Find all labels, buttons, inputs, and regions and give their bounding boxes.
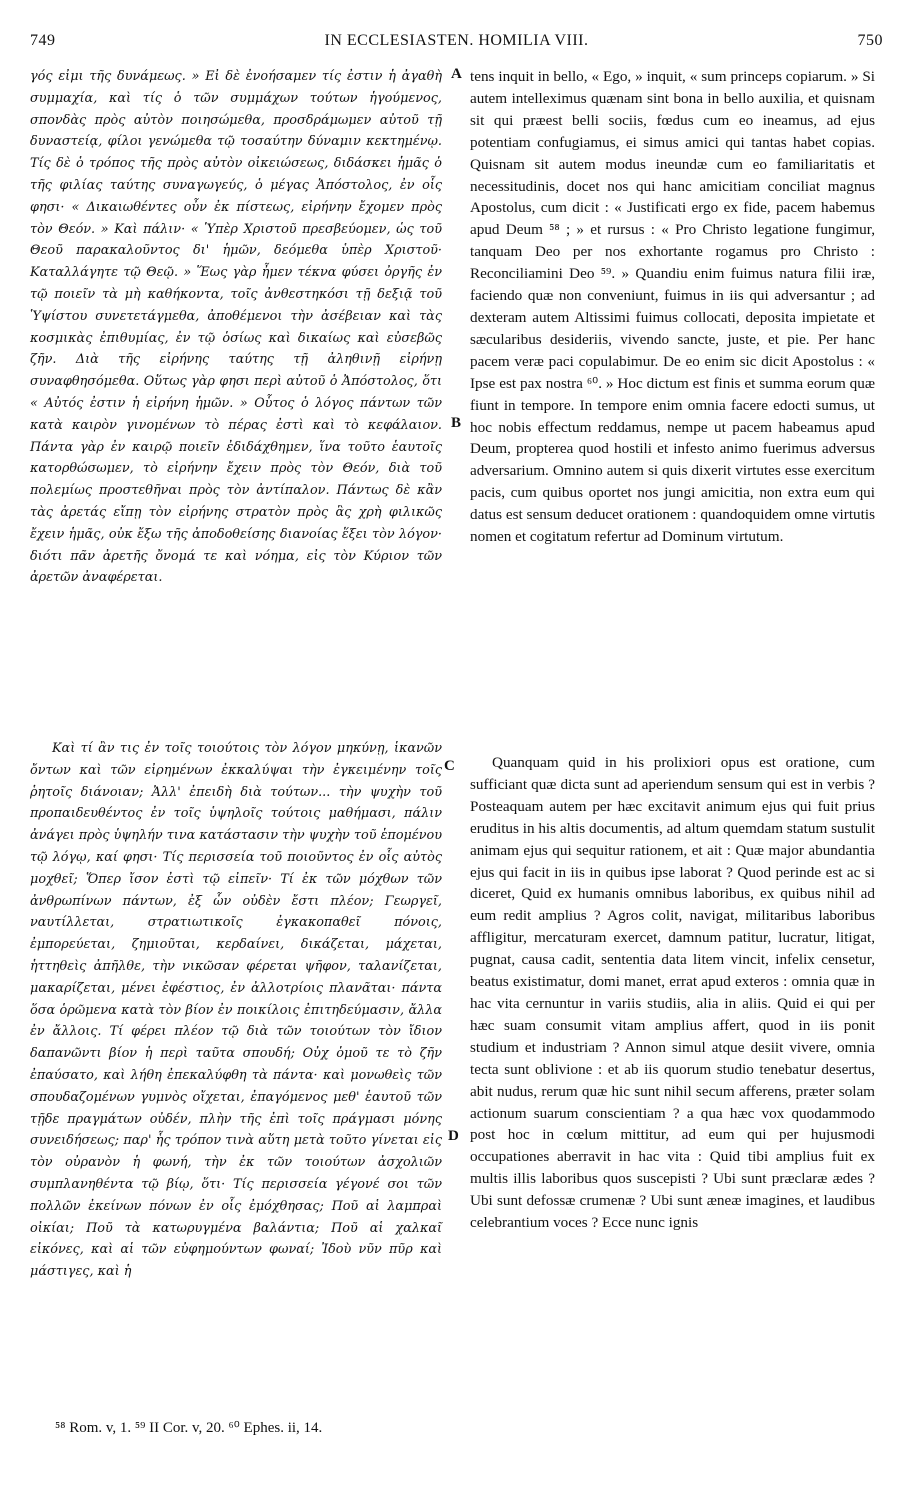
greek-paragraph-1: γός εἰμι τῆς δυνάμεως. » Εἰ δὲ ἐνοήσαμεν τίς ἐστιν ἡ ἀγαθὴ συμμαχία, καὶ τίς ὁ τῶν συμμάχων τούτων ἡγούμενος, σπονδὰς πρὸς αὐτὸν ποιησώμεθα, προσδράμωμεν αὐτοῦ τῇ δυναστείᾳ, φίλοι γενώμεθα τῷ τοσαύτην δύναμιν κεκτημένῳ. Τίς δὲ ὁ τρόπος τῆς πρὸς αὐτὸν οἰκειώσεως, διδάσκει ἡμᾶς ὁ τῆς φιλίας ταύτης συναγωγεύς, ὁ μέγας Ἀπόστολος, ἐν οἷς φησι· « Δικαιωθέντες οὖν ἐκ πίστεως, εἰρήνην ἔχομεν πρὸς τὸν Θεόν. » Καὶ πάλιν· « Ὑπὲρ Χριστοῦ πρεσβεύομεν, ὡς τοῦ Θεοῦ παρακαλοῦντος δι' ἡμῶν, δεόμεθα ὑπὲρ Χριστοῦ· Καταλλάγητε τῷ Θεῷ. » Ἕως γὰρ ἦμεν τέκνα φύσει ὀργῆς ἐν τῷ ποιεῖν τὰ μὴ καθήκοντα, τοῖς ἀνθεστηκόσι τῇ δεξιᾷ τοῦ Ὑψίστου συνετετάγμεθα, ἀποθέμενοι τὴν ἀσέβειαν καὶ τὰς κοσμικὰς ἐπιθυμίας, ἐν τῷ ὁσίως καὶ δικαίως καὶ εὐσεβῶς ζῆν. Διὰ τῆς εἰρήνης ταύτης τῇ ἀληθινῇ εἰρήνῃ συναφθησόμεθα. Οὕτως γὰρ φησι περὶ αὐτοῦ ὁ Ἀπόστολος, ὅτι « Αὐτός ἐστιν ἡ εἰρήνη ἡμῶν. » Οὗτος ὁ λόγος πάντων τῶν κατὰ καιρὸν γινομένων τὸ πέρας ἐστὶ καὶ τὸ κεφάλαιον. Πάντα γὰρ ἐν καιρῷ ποιεῖν ἐδιδάχθημεν, ἵνα τοῦτο ἑαυτοῖς κατορθώσωμεν, τὸ εἰρήνην ἔχειν πρὸς τὸν Θεόν, διὰ τοῦ πολεμίως προστεθῆναι πρὸς τὸν ἀντίπαλον. Πάντως δὲ κἂν τὰς ἀρετάς εἴπῃ τὸν εἰρήνης στρατὸν πρὸς ἃς χρὴ φιλικῶς ἔχειν ἡμᾶς, οὐκ ἔξω τῆς ἀποδοθείσης διανοίας ἕξει τὸν λόγον· διότι πᾶν ἀρετῆς ὄνομά τε καὶ νόημα, εἰς τὸν Κύριον τῶν ἀρετῶν ἀναφέρεται. — [30, 69, 442, 586]
running-title: IN ECCLESIASTEN. HOMILIA VIII. — [324, 32, 589, 49]
margin-letter-c: C — [444, 758, 455, 774]
latin-paragraph-1: tens inquit in bello, « Ego, » inquit, « sum princeps copiarum. » Si autem intelleximus quænam sint bona in bello auxilia, et quisnam sit qui præest belli sociis, fœdus cum eo ineamus, ad ejus potentiam confugiamus, ei simus amici qui tantas habet copias. Quisnam sit autem modus ineundæ cum eo familiaritatis et necessitudinis, docet nos qui hanc amicitiam conciliat magnus Apostolus, cum dicit : « Justificati ergo ex fide, pacem habemus apud Deum ⁵⁸ ; » et rursus : « Pro Christo legatione fungimur, tanquam Deo per nos exhortante rogamus pro Christo : Reconciliamini Deo ⁵⁹. » Quandiu enim fuimus natura filii iræ, faciendo quæ non conveniunt, fuimus in iis qui adversantur ; ad dexteram autem Altissimi fuimus collocati, depositа impietate et sæcularibus desideriis, vivendo sancte, juste, et pie. Per hanc pacem veræ paci copulabimur. De eo enim sic dicit Apostolus : « Ipse est pax nostra ⁶⁰. » Hoc dictum est finis et summa eorum quæ fiunt in tempore. In tempore enim omnia facere edocti sumus, ut hoc nobis effectum reddamus, nempe ut pacem habeamus apud Deum, propterea quod hostili et infesto animo fuerimus adversus adversarium. Omnino autem si quis dixerit virtutes esse exercitum pacis, cum quibus oportet nos jungi amicitia, non extra eum qui datus est sensum deducet orationem : quandoquidem omne virtutis nomen et cogitatum refertur ad Dominum virtutum. — [470, 68, 875, 546]
footnotes: ⁵⁸ Rom. v, 1. ⁵⁹ II Cor. v, 20. ⁶⁰ Ephes. ii, 14. — [55, 1420, 323, 1436]
latin-paragraph-2: Quanquam quid in his prolixiori opus est oratione, cum sufficiant quæ dicta sunt ad aperiendum sensum qui est in verbis ? Posteaquam autem per hæc excitavit animum ejus qui fuit prius eruditus in his altis documentis, ad altum quemdam statum sustulit animam ejus qui sequitur rationem, et ait : Quæ major abundantia ejus qui facit in iis in quibus ipse laborat ? Quod perinde est ac si diceret, Quid ex humanis omnibus laboribus, ex quibus nihil ad eum redit amplius ? Agros colit, navigat, militaribus laboribus affligitur, mercaturam exercet, damnum patitur, lucratur, litigat, pugnat, causa cadit, sententia data litem vincit, infelix censetur, beatus existimatur, domi manet, errat apud exteros : omnia quæ in hac vita cernuntur in variis studiis, alia in aliis. Quid ei qui per hæc suam consumit vitam amplius affert, quod in iis ponit studium et industriam ? Annon simul atque desiit vivere, omnia tecta sunt oblivione : et ab iis quorum studio tenebatur desertus, abit nudus, rerum quæ hic sunt nihil secum afferens, præter solam actionum suarum conscientiam ? a qua hæc vox quodammodo post hoc in cœlum mittitur, ad eum qui per hujusmodi occupationes aberravit in hac vita : Quid tibi amplius fuit ex multis illis laboribus quos suscepisti ? Ubi sunt præclaræ ædes ? Ubi sunt defossæ crumenæ ? Ubi sunt æneæ imagines, et laudibus celebrantium voces ? Ecce nunc ignis — [470, 754, 875, 1232]
margin-letter-a: A — [451, 66, 462, 82]
page-number-right: 750 — [857, 32, 883, 49]
running-header — [30, 32, 883, 56]
margin-letter-d: D — [448, 1128, 459, 1144]
greek-paragraph-2: Καὶ τί ἂν τις ἐν τοῖς τοιούτοις τὸν λόγον μηκύνῃ, ἱκανῶν ὄντων καὶ τῶν εἰρημένων ἐκκαλύψαι τὴν ἐγκειμένην τοῖς ῥητοῖς διάνοιαν; Ἀλλ' ἐπειδὴ διὰ τούτων... τὴν ψυχὴν τοῦ προπαιδευθέντος ἐν τοῖς ὑψηλοῖς τούτοις μαθήμασι, πάλιν ἀνάγει πρὸς ὑψηλήν τινα κατάστασιν τὴν ψυχὴν τοῦ ἑπομένου τῷ λόγῳ, καί φησι· Τίς περισσεία τοῦ ποιοῦντος ἐν οἷς αὐτὸς μοχθεῖ; Ὅπερ ἴσον ἐστὶ τῷ εἰπεῖν· Τί ἐκ τῶν μόχθων τῶν ἀνθρωπίνων πάντων, ἐξ ὧν οὐδὲν ἔστι πλέον; Γεωργεῖ, ναυτίλλεται, στρατιωτικοῖς ἐγκακοπαθεῖ πόνοις, ἐμπορεύεται, ζημιοῦται, κερδαίνει, δικάζεται, μάχεται, ἡττηθεὶς ἀπῆλθε, τὴν νικῶσαν φέρεται ψῆφον, ταλανίζεται, μακαρίζεται, μένει ἐφέστιος, ἐν ἀλλοτρίοις πλανᾶται· πάντα ὅσα ὁρῶμενα κατὰ τὸν βίον ἐν ποικίλοις ἐπιτηδεύμασιν, ἄλλα ἐν ἄλλοις. Τί φέρει πλέον τῷ διὰ τῶν τοιούτων τὸν ἴδιον δαπανῶντι βίον ἡ περὶ ταῦτα σπουδή; Οὐχ ὁμοῦ τε τὸ ζῆν ἐπαύσατο, καὶ λήθη ἐπεκαλύφθη τὰ πάντα· καὶ μονωθεὶς τῶν σπουδαζομένων γυμνὸς οἴχεται, ἐπαγόμενος μεθ' ἑαυτοῦ τῶν τῇδε πραγμάτων οὐδέν, πλὴν τῆς ἐπὶ τοῖς πράγμασι μόνης συνειδήσεως; παρ' ἧς τρόπον τινὰ αὕτη μετὰ τοῦτο γίνεται εἰς τὸν οὐρανὸν ἡ φωνή, τὴν ἐκ τῶν τοιούτων ἀσχολιῶν συμπλανηθέντα τῷ βίῳ, ὅτι· Τίς περισσεία γέγονέ σοι τῶν πολλῶν ἐκείνων πόνων ἐν οἷς ἐμόχθησας; Ποῦ αἱ λαμπραὶ οἰκίαι; Ποῦ τὰ κατωρυγμένα βαλάντια; Ποῦ αἱ χαλκαῖ εἰκόνες, καὶ αἱ τῶν εὐφημούντων φωναί; Ἰδοὺ νῦν πῦρ καὶ μάστιγες, καὶ ἡ — [30, 741, 442, 1280]
margin-letter-b: B — [451, 415, 462, 431]
page-number-left: 749 — [30, 32, 56, 49]
